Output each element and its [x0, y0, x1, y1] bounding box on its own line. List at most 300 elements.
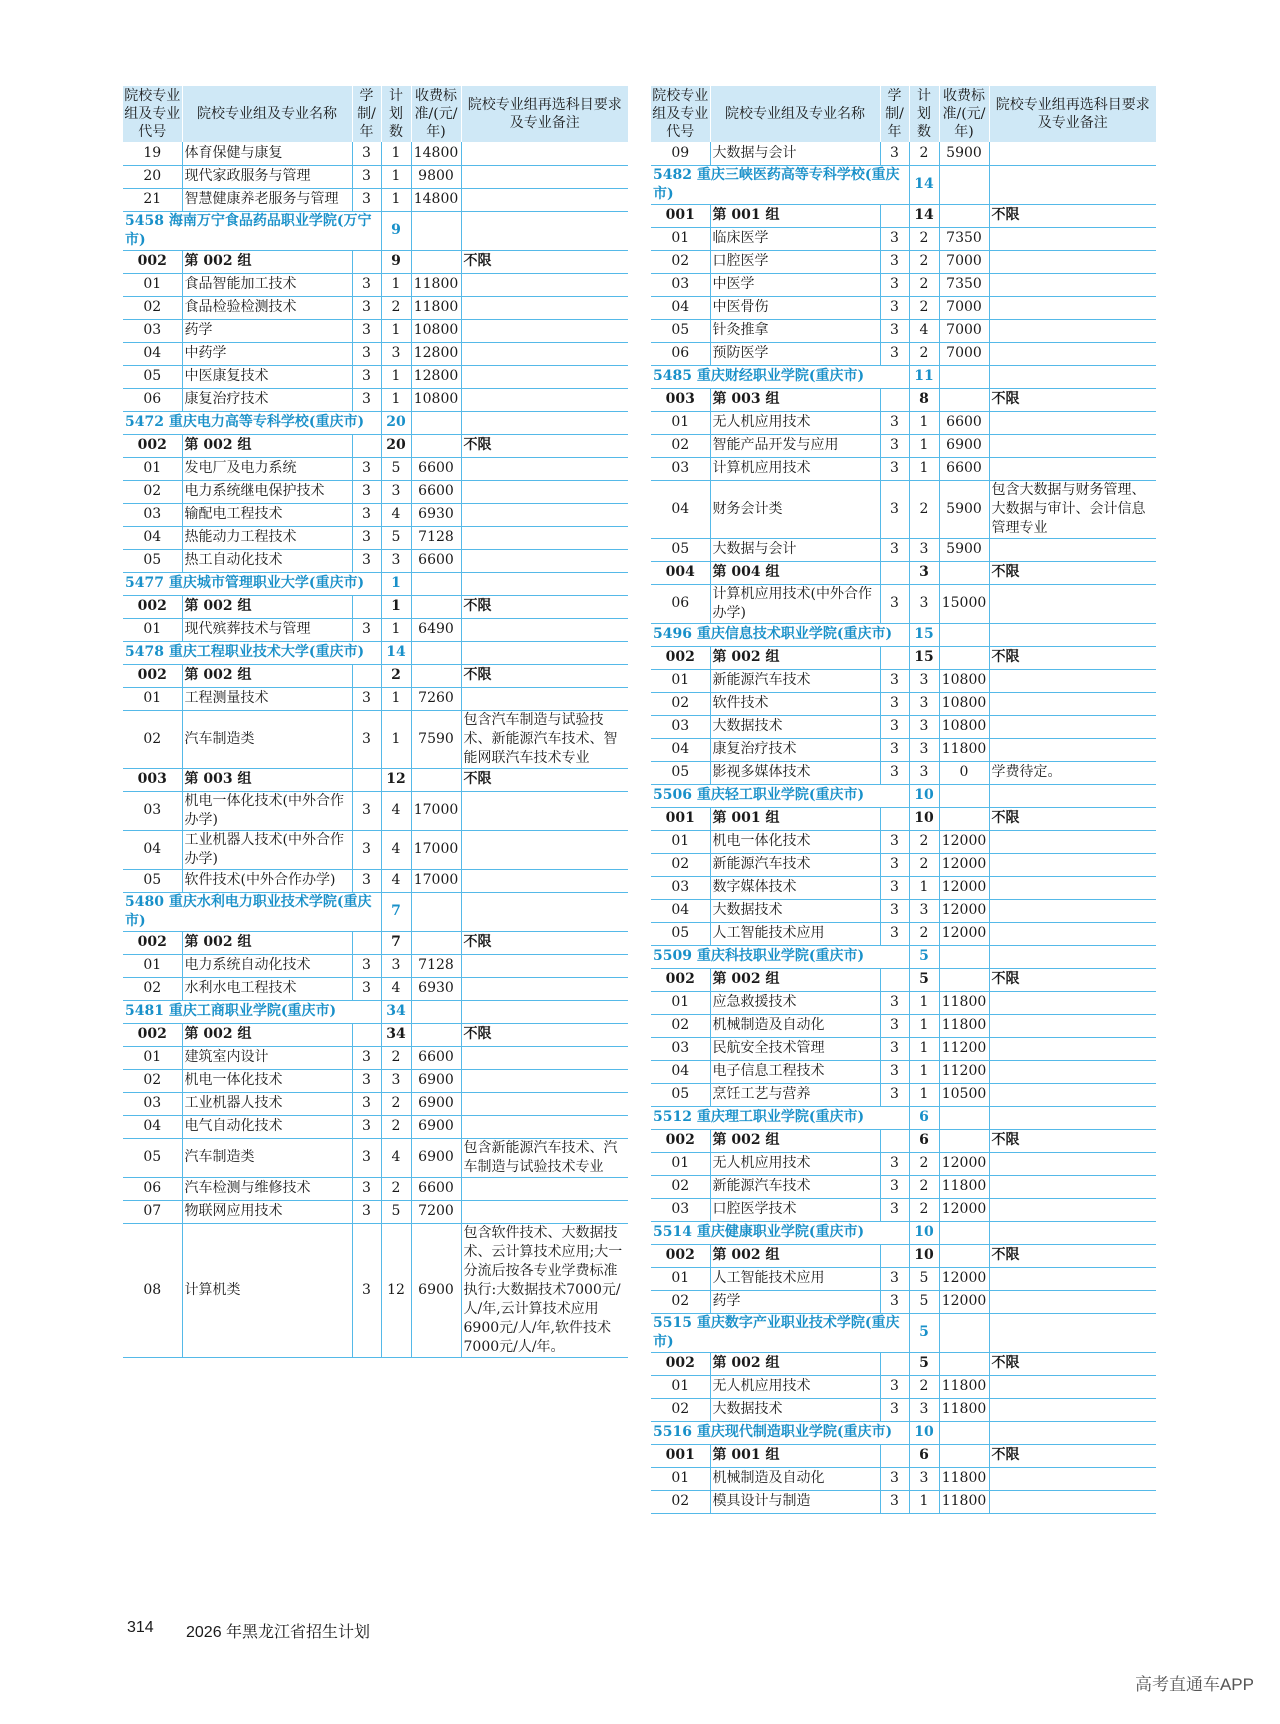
- group-row: [123, 931, 628, 954]
- major-fee: 7000: [939, 296, 989, 319]
- major-years: 3: [880, 227, 909, 250]
- major-plan: 5: [909, 1267, 939, 1290]
- group-name: 第 002 组: [710, 646, 880, 669]
- group-row: [651, 1244, 1156, 1267]
- major-code: 01: [671, 994, 690, 1010]
- major-note: [461, 457, 628, 480]
- major-plan: 1: [909, 434, 939, 457]
- major-code: 01: [671, 1378, 690, 1394]
- major-row: [123, 165, 628, 188]
- empty-cell: [352, 931, 381, 954]
- major-row: [651, 1175, 1156, 1198]
- major-plan: 2: [381, 1115, 411, 1138]
- major-note: [461, 618, 628, 641]
- group-name: 第 002 组: [182, 595, 352, 618]
- major-row: [651, 1037, 1156, 1060]
- empty-cell: [411, 892, 461, 931]
- major-code: 02: [671, 1178, 690, 1194]
- institution-row: [123, 892, 628, 931]
- header-years: 学制/年: [880, 86, 909, 142]
- group-row: [651, 388, 1156, 411]
- major-row: [651, 669, 1156, 692]
- major-row: [651, 738, 1156, 761]
- major-code: 03: [671, 718, 690, 734]
- group-plan: 10: [909, 807, 939, 830]
- major-note: [461, 869, 628, 892]
- major-fee: 9800: [411, 165, 461, 188]
- major-plan: 1: [381, 618, 411, 641]
- major-name: 民航安全技术管理: [710, 1037, 880, 1060]
- major-years: 3: [880, 319, 909, 342]
- major-years: 3: [352, 365, 381, 388]
- major-fee: 11800: [411, 296, 461, 319]
- empty-cell: [461, 211, 628, 250]
- major-note: 包含大数据与财务管理、大数据与审计、会计信息管理专业: [989, 480, 1156, 538]
- major-code: 04: [143, 841, 162, 857]
- institution-name: 5478 重庆工程职业技术大学(重庆市): [125, 644, 365, 660]
- institution-row: [651, 1106, 1156, 1129]
- major-code: 01: [671, 1270, 690, 1286]
- group-plan: 6: [909, 1129, 939, 1152]
- major-name: 人工智能技术应用: [710, 922, 880, 945]
- group-row: [123, 664, 628, 687]
- major-fee: 10800: [939, 715, 989, 738]
- empty-cell: [880, 561, 909, 584]
- empty-cell: [989, 1221, 1156, 1244]
- institution-plan: 5: [909, 1313, 939, 1352]
- major-code: 01: [671, 1155, 690, 1171]
- major-row: [123, 549, 628, 572]
- major-plan: 4: [381, 977, 411, 1000]
- major-plan: 3: [909, 1467, 939, 1490]
- major-name: 电力系统继电保护技术: [182, 480, 352, 503]
- major-row: [651, 1398, 1156, 1421]
- major-name: 电力系统自动化技术: [182, 954, 352, 977]
- major-name: 热工自动化技术: [182, 549, 352, 572]
- major-fee: 14800: [411, 188, 461, 211]
- major-row: [651, 411, 1156, 434]
- major-years: 3: [880, 715, 909, 738]
- institution-row: [651, 1313, 1156, 1352]
- major-note: 学费待定。: [989, 761, 1156, 784]
- major-row: [651, 899, 1156, 922]
- empty-cell: [989, 1313, 1156, 1352]
- major-name: 工程测量技术: [182, 687, 352, 710]
- major-row: [123, 296, 628, 319]
- major-note: [989, 142, 1156, 165]
- institution-row: [651, 165, 1156, 204]
- major-note: [461, 687, 628, 710]
- group-name: 第 002 组: [710, 1244, 880, 1267]
- major-name: 电子信息工程技术: [710, 1060, 880, 1083]
- group-name: 第 001 组: [710, 807, 880, 830]
- major-name: 大数据技术: [710, 715, 880, 738]
- major-years: 3: [880, 411, 909, 434]
- major-years: 3: [880, 1467, 909, 1490]
- major-row: [123, 954, 628, 977]
- major-note: [989, 1490, 1156, 1513]
- major-years: 3: [880, 1267, 909, 1290]
- empty-cell: [411, 1023, 461, 1046]
- major-code: 04: [671, 1063, 690, 1079]
- major-code: 05: [143, 552, 162, 568]
- group-requirement: 不限: [461, 250, 628, 273]
- major-years: 3: [880, 434, 909, 457]
- institution-row: [651, 1421, 1156, 1444]
- empty-cell: [989, 1106, 1156, 1129]
- major-row: [123, 618, 628, 641]
- major-fee: 11200: [939, 1060, 989, 1083]
- major-code: 21: [143, 191, 162, 207]
- major-fee: 11800: [939, 1467, 989, 1490]
- major-plan: 1: [909, 411, 939, 434]
- major-note: [461, 342, 628, 365]
- major-plan: 2: [381, 1092, 411, 1115]
- major-plan: 4: [381, 869, 411, 892]
- major-years: 3: [880, 1198, 909, 1221]
- major-fee: 10800: [939, 669, 989, 692]
- major-fee: 17000: [411, 791, 461, 830]
- major-years: 3: [880, 830, 909, 853]
- empty-cell: [411, 931, 461, 954]
- institution-name: 5482 重庆三峡医药高等专科学校(重庆市): [653, 166, 900, 202]
- major-note: [989, 1037, 1156, 1060]
- institution-row: [651, 784, 1156, 807]
- major-name: 财务会计类: [710, 480, 880, 538]
- major-row: [123, 977, 628, 1000]
- major-code: 06: [143, 1180, 162, 1196]
- institution-name: 5481 重庆工商职业学院(重庆市): [125, 1003, 337, 1019]
- institution-name: 5516 重庆现代制造职业学院(重庆市): [653, 1424, 893, 1440]
- major-code: 01: [671, 833, 690, 849]
- institution-name: 5506 重庆轻工职业学院(重庆市): [653, 787, 865, 803]
- major-years: 3: [880, 669, 909, 692]
- major-row: [123, 526, 628, 549]
- institution-plan: 14: [381, 641, 411, 664]
- major-plan: 2: [909, 480, 939, 538]
- major-name: 工业机器人技术(中外合作办学): [182, 830, 352, 869]
- major-row: [651, 1014, 1156, 1037]
- major-fee: 12000: [939, 1152, 989, 1175]
- major-name: 康复治疗技术: [182, 388, 352, 411]
- major-name: 软件技术: [710, 692, 880, 715]
- empty-cell: [352, 768, 381, 791]
- major-name: 智能产品开发与应用: [710, 434, 880, 457]
- group-requirement: 不限: [461, 931, 628, 954]
- major-fee: 6900: [939, 434, 989, 457]
- major-code: 04: [671, 902, 690, 918]
- empty-cell: [880, 968, 909, 991]
- major-name: 物联网应用技术: [182, 1200, 352, 1223]
- major-fee: 11800: [939, 1375, 989, 1398]
- institution-plan: 34: [381, 1000, 411, 1023]
- major-note: [461, 830, 628, 869]
- major-fee: 5900: [939, 142, 989, 165]
- major-note: [989, 227, 1156, 250]
- group-row: [651, 1444, 1156, 1467]
- group-row: [651, 1352, 1156, 1375]
- group-row: [651, 807, 1156, 830]
- major-name: 软件技术(中外合作办学): [182, 869, 352, 892]
- major-code: 06: [671, 595, 690, 611]
- major-row: [123, 1115, 628, 1138]
- empty-cell: [411, 641, 461, 664]
- major-years: 3: [352, 830, 381, 869]
- group-code: 002: [137, 253, 167, 269]
- major-code: 01: [671, 230, 690, 246]
- major-row: [123, 342, 628, 365]
- major-plan: 2: [909, 273, 939, 296]
- group-row: [651, 561, 1156, 584]
- empty-cell: [352, 664, 381, 687]
- major-note: [989, 1467, 1156, 1490]
- major-code: 01: [671, 1470, 690, 1486]
- major-fee: 12000: [939, 1290, 989, 1313]
- major-name: 电气自动化技术: [182, 1115, 352, 1138]
- empty-cell: [939, 646, 989, 669]
- right-column: [651, 86, 1156, 1514]
- major-fee: 11800: [939, 1398, 989, 1421]
- major-fee: 6930: [411, 977, 461, 1000]
- major-code: 02: [671, 695, 690, 711]
- major-code: 05: [143, 368, 162, 384]
- institution-plan: 9: [381, 211, 411, 250]
- header-name: 院校专业组及专业名称: [710, 86, 880, 142]
- major-row: [651, 480, 1156, 538]
- institution-plan: 15: [909, 623, 939, 646]
- major-years: 3: [352, 273, 381, 296]
- major-note: [989, 922, 1156, 945]
- plan-table-left: [123, 86, 628, 1358]
- major-years: 3: [880, 853, 909, 876]
- major-fee: 15000: [939, 584, 989, 623]
- empty-cell: [461, 572, 628, 595]
- institution-name: 5496 重庆信息技术职业学院(重庆市): [653, 626, 893, 642]
- major-name: 影视多媒体技术: [710, 761, 880, 784]
- header-fee: 收费标准/(元/年): [411, 86, 461, 142]
- major-years: 3: [352, 1138, 381, 1177]
- institution-name: 5485 重庆财经职业学院(重庆市): [653, 368, 865, 384]
- major-plan: 3: [909, 669, 939, 692]
- major-note: [989, 1060, 1156, 1083]
- major-fee: 6490: [411, 618, 461, 641]
- major-fee: 11800: [939, 1490, 989, 1513]
- major-fee: 12000: [939, 899, 989, 922]
- major-code: 01: [143, 460, 162, 476]
- group-plan: 3: [909, 561, 939, 584]
- major-code: 02: [671, 437, 690, 453]
- header-plan: 计划数: [381, 86, 411, 142]
- group-plan: 12: [381, 768, 411, 791]
- major-row: [651, 1375, 1156, 1398]
- group-requirement: 不限: [461, 768, 628, 791]
- major-name: 智慧健康养老服务与管理: [182, 188, 352, 211]
- major-plan: 2: [909, 142, 939, 165]
- major-note: [989, 1175, 1156, 1198]
- major-note: [461, 365, 628, 388]
- header-years: 学制/年: [352, 86, 381, 142]
- major-name: 口腔医学: [710, 250, 880, 273]
- major-name: 建筑室内设计: [182, 1046, 352, 1069]
- major-code: 01: [671, 672, 690, 688]
- major-row: [651, 538, 1156, 561]
- major-name: 现代家政服务与管理: [182, 165, 352, 188]
- major-row: [123, 1200, 628, 1223]
- major-plan: 5: [909, 1290, 939, 1313]
- group-requirement: 不限: [461, 664, 628, 687]
- group-code: 002: [665, 1355, 695, 1371]
- major-plan: 4: [909, 319, 939, 342]
- major-plan: 1: [909, 1490, 939, 1513]
- major-row: [651, 142, 1156, 165]
- major-years: 3: [880, 1083, 909, 1106]
- major-fee: 12000: [939, 853, 989, 876]
- major-row: [651, 1267, 1156, 1290]
- major-name: 大数据技术: [710, 1398, 880, 1421]
- major-note: [461, 791, 628, 830]
- major-fee: 11800: [939, 738, 989, 761]
- major-years: 3: [880, 1375, 909, 1398]
- major-note: [461, 1092, 628, 1115]
- major-plan: 1: [381, 710, 411, 768]
- major-name: 数字媒体技术: [710, 876, 880, 899]
- group-code: 001: [665, 810, 695, 826]
- group-row: [123, 434, 628, 457]
- major-years: 3: [880, 1290, 909, 1313]
- major-plan: 2: [909, 342, 939, 365]
- group-requirement: 不限: [989, 1244, 1156, 1267]
- empty-cell: [461, 411, 628, 434]
- group-code: 002: [665, 971, 695, 987]
- app-watermark: 高考直通车APP: [1134, 1675, 1254, 1694]
- major-name: 大数据技术: [710, 899, 880, 922]
- empty-cell: [461, 892, 628, 931]
- major-row: [123, 710, 628, 768]
- major-row: [651, 319, 1156, 342]
- empty-cell: [939, 1221, 989, 1244]
- major-note: [461, 142, 628, 165]
- empty-cell: [939, 1421, 989, 1444]
- major-plan: 1: [909, 1060, 939, 1083]
- major-years: 3: [352, 319, 381, 342]
- group-name: 第 004 组: [710, 561, 880, 584]
- group-row: [123, 768, 628, 791]
- major-plan: 12: [381, 1223, 411, 1357]
- major-row: [651, 692, 1156, 715]
- empty-cell: [880, 807, 909, 830]
- major-note: [989, 1398, 1156, 1421]
- major-note: [989, 738, 1156, 761]
- major-note: [989, 342, 1156, 365]
- major-name: 大数据与会计: [710, 142, 880, 165]
- major-fee: 11800: [939, 1014, 989, 1037]
- major-row: [123, 869, 628, 892]
- major-name: 中药学: [182, 342, 352, 365]
- empty-cell: [939, 388, 989, 411]
- institution-plan: 11: [909, 365, 939, 388]
- major-plan: 3: [381, 1069, 411, 1092]
- major-years: 3: [880, 1175, 909, 1198]
- group-code: 002: [137, 437, 167, 453]
- empty-cell: [989, 784, 1156, 807]
- major-code: 02: [671, 1401, 690, 1417]
- empty-cell: [989, 623, 1156, 646]
- major-years: 3: [880, 250, 909, 273]
- major-fee: 6600: [411, 549, 461, 572]
- major-years: 3: [352, 618, 381, 641]
- major-years: 3: [880, 738, 909, 761]
- plan-table-right: [651, 86, 1156, 1514]
- empty-cell: [352, 250, 381, 273]
- major-years: 3: [352, 388, 381, 411]
- major-note: [989, 876, 1156, 899]
- major-fee: 7200: [411, 1200, 461, 1223]
- major-row: [123, 273, 628, 296]
- major-code: 06: [143, 391, 162, 407]
- major-code: 05: [143, 872, 162, 888]
- empty-cell: [989, 165, 1156, 204]
- major-name: 热能动力工程技术: [182, 526, 352, 549]
- major-years: 3: [352, 503, 381, 526]
- institution-plan: 10: [909, 784, 939, 807]
- major-row: [651, 434, 1156, 457]
- empty-cell: [880, 388, 909, 411]
- institution-plan: 10: [909, 1221, 939, 1244]
- major-row: [651, 1467, 1156, 1490]
- major-plan: 1: [381, 388, 411, 411]
- institution-row: [651, 945, 1156, 968]
- table-body-left: [123, 142, 628, 1357]
- major-row: [123, 480, 628, 503]
- major-plan: 1: [381, 142, 411, 165]
- major-note: [989, 319, 1156, 342]
- major-years: 3: [352, 1115, 381, 1138]
- major-name: 机械制造及自动化: [710, 1467, 880, 1490]
- empty-cell: [939, 623, 989, 646]
- group-name: 第 002 组: [710, 1129, 880, 1152]
- page-number: 314: [127, 1619, 154, 1636]
- major-note: [989, 1198, 1156, 1221]
- major-code: 19: [143, 144, 162, 161]
- major-name: 应急救援技术: [710, 991, 880, 1014]
- group-plan: 2: [381, 664, 411, 687]
- major-note: [461, 188, 628, 211]
- major-years: 3: [880, 922, 909, 945]
- major-note: 包含汽车制造与试验技术、新能源汽车技术、智能网联汽车技术专业: [461, 710, 628, 768]
- major-years: 3: [352, 1046, 381, 1069]
- major-code: 01: [143, 1049, 162, 1065]
- empty-cell: [989, 1421, 1156, 1444]
- major-row: [651, 273, 1156, 296]
- institution-row: [123, 211, 628, 250]
- group-requirement: 不限: [989, 807, 1156, 830]
- major-years: 3: [880, 899, 909, 922]
- major-note: [989, 899, 1156, 922]
- major-fee: 6900: [411, 1223, 461, 1357]
- major-name: 模具设计与制造: [710, 1490, 880, 1513]
- major-plan: 3: [381, 342, 411, 365]
- major-years: 3: [352, 1200, 381, 1223]
- major-years: 3: [880, 457, 909, 480]
- major-note: 包含软件技术、大数据技术、云计算技术应用;大一分流后按各专业学费标准执行:大数据技术7000元/人/年,云计算技术应用6900元/人/年,软件技术7000元/人/年。: [461, 1223, 628, 1357]
- major-note: [461, 954, 628, 977]
- major-plan: 1: [909, 1037, 939, 1060]
- group-name: 第 002 组: [182, 931, 352, 954]
- major-note: [989, 1267, 1156, 1290]
- major-row: [123, 319, 628, 342]
- major-row: [651, 761, 1156, 784]
- major-row: [651, 342, 1156, 365]
